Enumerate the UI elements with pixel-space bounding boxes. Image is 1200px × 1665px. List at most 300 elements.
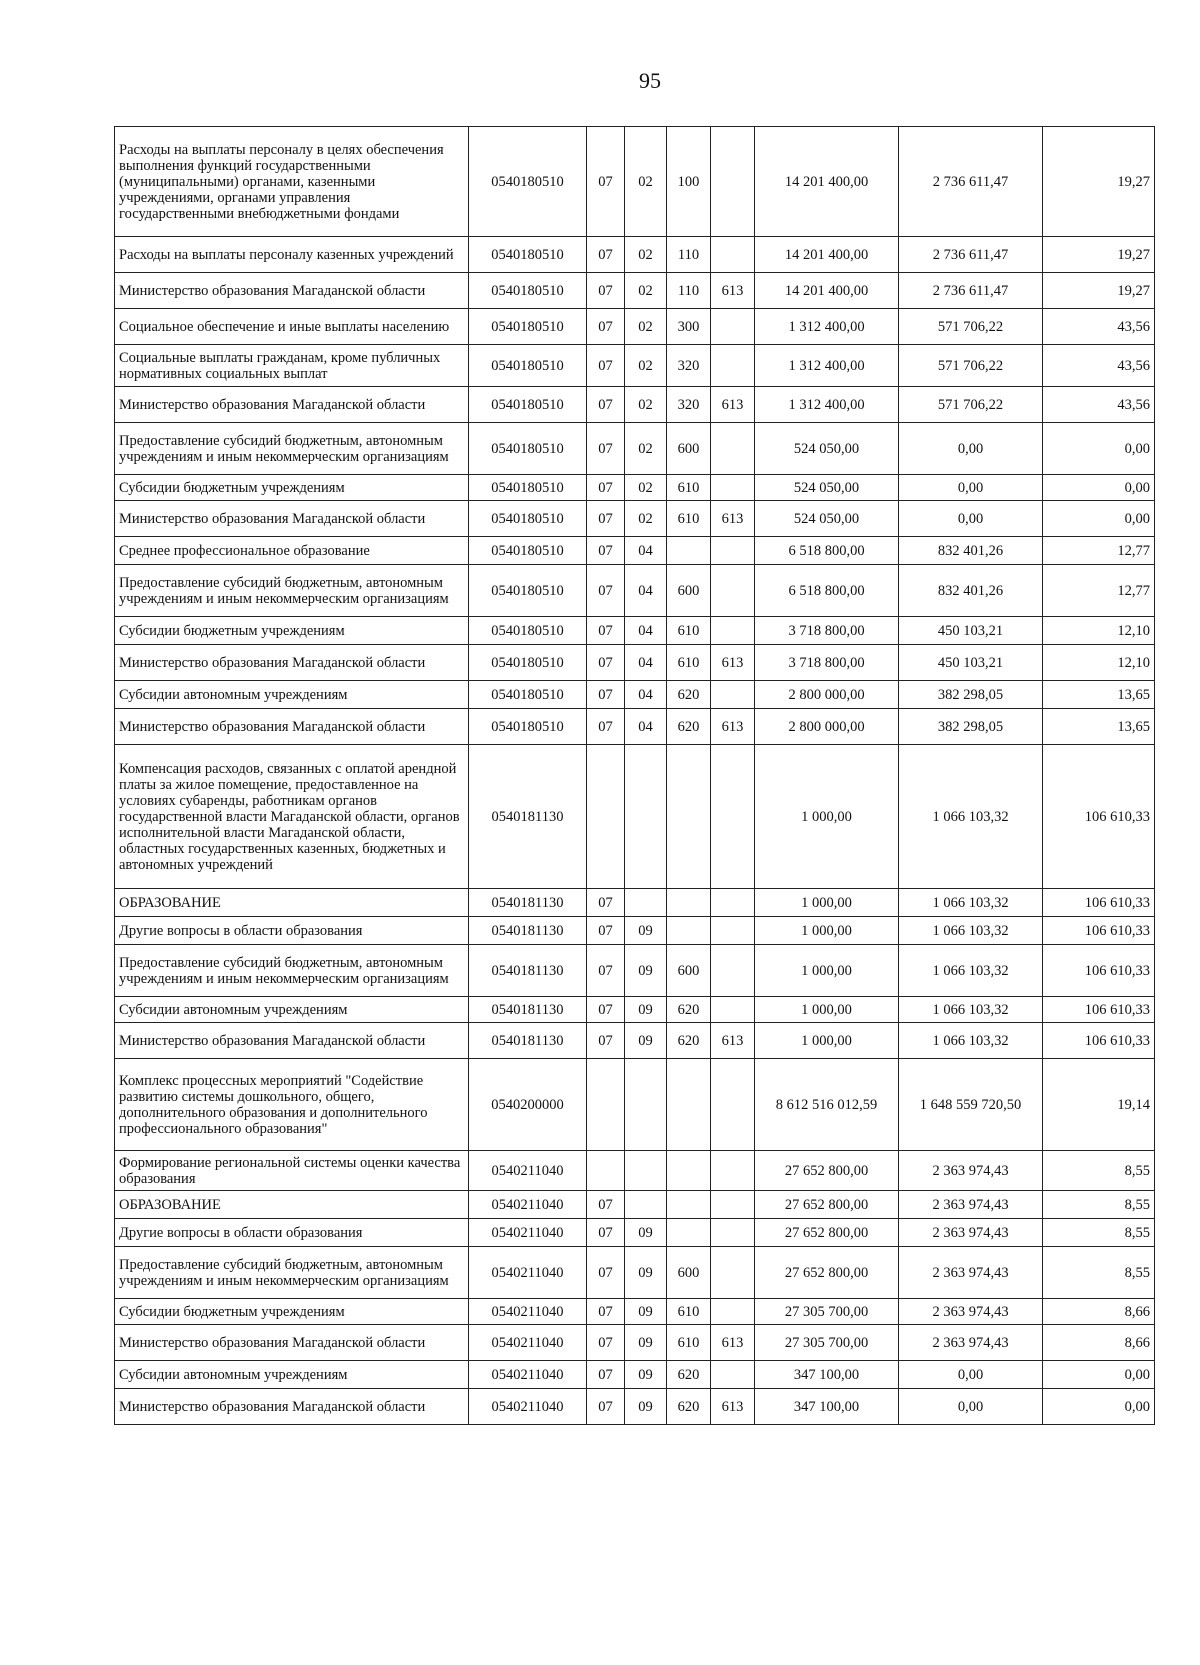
executed-amount: 0,00 [899, 501, 1043, 537]
table-row [115, 387, 1155, 423]
subsection-code: 02 [625, 309, 667, 345]
section-code: 07 [587, 475, 625, 501]
planned-amount: 27 652 800,00 [755, 1247, 899, 1299]
subsection-code: 09 [625, 917, 667, 945]
subsection-code: 02 [625, 501, 667, 537]
execution-percent: 12,77 [1043, 565, 1155, 617]
expense-type-code: 620 [667, 1023, 711, 1059]
table-row [115, 709, 1155, 745]
planned-amount: 1 000,00 [755, 1023, 899, 1059]
execution-percent: 19,27 [1043, 127, 1155, 237]
grbs-code: 613 [711, 501, 755, 537]
expense-type-code [667, 1219, 711, 1247]
grbs-code [711, 1059, 755, 1151]
planned-amount: 347 100,00 [755, 1389, 899, 1425]
expense-type-code: 100 [667, 127, 711, 237]
executed-amount: 382 298,05 [899, 709, 1043, 745]
subsection-code: 09 [625, 1219, 667, 1247]
executed-amount: 0,00 [899, 1361, 1043, 1389]
grbs-code [711, 997, 755, 1023]
grbs-code [711, 681, 755, 709]
executed-amount: 2 363 974,43 [899, 1219, 1043, 1247]
csr-code: 0540181130 [469, 945, 587, 997]
expense-type-code: 320 [667, 345, 711, 387]
grbs-code: 613 [711, 1389, 755, 1425]
table-row [115, 127, 1155, 237]
table-row [115, 309, 1155, 345]
planned-amount: 27 305 700,00 [755, 1299, 899, 1325]
expense-type-code: 110 [667, 273, 711, 309]
grbs-code: 613 [711, 1325, 755, 1361]
executed-amount: 2 736 611,47 [899, 273, 1043, 309]
executed-amount: 2 363 974,43 [899, 1325, 1043, 1361]
grbs-code [711, 1361, 755, 1389]
subsection-code [625, 1151, 667, 1191]
grbs-code [711, 917, 755, 945]
row-name: Субсидии автономным учреждениям [115, 681, 469, 709]
grbs-code: 613 [711, 645, 755, 681]
table-row [115, 1325, 1155, 1361]
expense-type-code: 620 [667, 997, 711, 1023]
budget-table [114, 126, 1155, 1425]
grbs-code [711, 617, 755, 645]
planned-amount: 8 612 516 012,59 [755, 1059, 899, 1151]
execution-percent: 43,56 [1043, 345, 1155, 387]
execution-percent: 8,55 [1043, 1247, 1155, 1299]
table-row [115, 1219, 1155, 1247]
csr-code: 0540211040 [469, 1219, 587, 1247]
execution-percent: 8,55 [1043, 1219, 1155, 1247]
subsection-code: 04 [625, 681, 667, 709]
grbs-code: 613 [711, 1023, 755, 1059]
csr-code: 0540181130 [469, 1023, 587, 1059]
csr-code: 0540211040 [469, 1361, 587, 1389]
section-code: 07 [587, 1299, 625, 1325]
executed-amount: 0,00 [899, 1389, 1043, 1425]
planned-amount: 1 312 400,00 [755, 387, 899, 423]
subsection-code: 09 [625, 1299, 667, 1325]
executed-amount: 1 648 559 720,50 [899, 1059, 1043, 1151]
grbs-code [711, 345, 755, 387]
execution-percent: 19,27 [1043, 273, 1155, 309]
csr-code: 0540180510 [469, 537, 587, 565]
planned-amount: 27 305 700,00 [755, 1325, 899, 1361]
table-row [115, 423, 1155, 475]
executed-amount: 450 103,21 [899, 645, 1043, 681]
expense-type-code: 620 [667, 709, 711, 745]
executed-amount: 1 066 103,32 [899, 1023, 1043, 1059]
executed-amount: 2 363 974,43 [899, 1299, 1043, 1325]
csr-code: 0540180510 [469, 237, 587, 273]
table-row [115, 237, 1155, 273]
table-row [115, 1389, 1155, 1425]
row-name: Расходы на выплаты персоналу в целях обеспечения выполнения функций государственными (муниципальными) органами, казенными учреждениями, органами управления государственными внебюджетными фондами [115, 127, 469, 237]
table-row [115, 645, 1155, 681]
subsection-code [625, 889, 667, 917]
csr-code: 0540180510 [469, 617, 587, 645]
execution-percent: 13,65 [1043, 709, 1155, 745]
csr-code: 0540211040 [469, 1389, 587, 1425]
execution-percent: 43,56 [1043, 387, 1155, 423]
planned-amount: 1 000,00 [755, 945, 899, 997]
section-code: 07 [587, 889, 625, 917]
table-row [115, 1191, 1155, 1219]
execution-percent: 106 610,33 [1043, 745, 1155, 889]
subsection-code: 09 [625, 1023, 667, 1059]
grbs-code [711, 1299, 755, 1325]
subsection-code: 02 [625, 475, 667, 501]
planned-amount: 1 000,00 [755, 997, 899, 1023]
table-row [115, 345, 1155, 387]
subsection-code [625, 1191, 667, 1219]
executed-amount: 2 363 974,43 [899, 1151, 1043, 1191]
subsection-code: 02 [625, 127, 667, 237]
csr-code: 0540211040 [469, 1247, 587, 1299]
execution-percent: 12,77 [1043, 537, 1155, 565]
section-code [587, 745, 625, 889]
executed-amount: 571 706,22 [899, 387, 1043, 423]
row-name: Социальное обеспечение и иные выплаты населению [115, 309, 469, 345]
subsection-code: 04 [625, 645, 667, 681]
execution-percent: 0,00 [1043, 475, 1155, 501]
row-name: Среднее профессиональное образование [115, 537, 469, 565]
expense-type-code: 600 [667, 1247, 711, 1299]
executed-amount: 450 103,21 [899, 617, 1043, 645]
row-name: Субсидии автономным учреждениям [115, 1361, 469, 1389]
planned-amount: 524 050,00 [755, 501, 899, 537]
row-name: Министерство образования Магаданской области [115, 645, 469, 681]
row-name: ОБРАЗОВАНИЕ [115, 1191, 469, 1219]
row-name: Расходы на выплаты персоналу казенных учреждений [115, 237, 469, 273]
subsection-code: 02 [625, 387, 667, 423]
grbs-code [711, 1191, 755, 1219]
csr-code: 0540180510 [469, 501, 587, 537]
row-name: Министерство образования Магаданской области [115, 1389, 469, 1425]
table-row [115, 501, 1155, 537]
grbs-code [711, 565, 755, 617]
section-code: 07 [587, 1219, 625, 1247]
table-row [115, 889, 1155, 917]
expense-type-code [667, 745, 711, 889]
planned-amount: 1 000,00 [755, 745, 899, 889]
table-row [115, 273, 1155, 309]
subsection-code: 04 [625, 537, 667, 565]
execution-percent: 106 610,33 [1043, 945, 1155, 997]
section-code: 07 [587, 1361, 625, 1389]
execution-percent: 12,10 [1043, 645, 1155, 681]
csr-code: 0540181130 [469, 889, 587, 917]
subsection-code: 04 [625, 565, 667, 617]
execution-percent: 106 610,33 [1043, 997, 1155, 1023]
subsection-code: 09 [625, 1325, 667, 1361]
execution-percent: 0,00 [1043, 1389, 1155, 1425]
executed-amount: 1 066 103,32 [899, 745, 1043, 889]
section-code: 07 [587, 237, 625, 273]
planned-amount: 27 652 800,00 [755, 1191, 899, 1219]
grbs-code [711, 423, 755, 475]
execution-percent: 43,56 [1043, 309, 1155, 345]
grbs-code [711, 1151, 755, 1191]
execution-percent: 13,65 [1043, 681, 1155, 709]
execution-percent: 0,00 [1043, 1361, 1155, 1389]
executed-amount: 0,00 [899, 423, 1043, 475]
expense-type-code: 600 [667, 423, 711, 475]
table-row [115, 537, 1155, 565]
section-code: 07 [587, 1191, 625, 1219]
row-name: Министерство образования Магаданской области [115, 387, 469, 423]
expense-type-code [667, 1191, 711, 1219]
planned-amount: 3 718 800,00 [755, 645, 899, 681]
executed-amount: 832 401,26 [899, 565, 1043, 617]
execution-percent: 0,00 [1043, 423, 1155, 475]
executed-amount: 571 706,22 [899, 345, 1043, 387]
row-name: Министерство образования Магаданской области [115, 1023, 469, 1059]
execution-percent: 106 610,33 [1043, 889, 1155, 917]
row-name: Предоставление субсидий бюджетным, автономным учреждениям и иным некоммерческим организациям [115, 1247, 469, 1299]
subsection-code [625, 1059, 667, 1151]
row-name: Другие вопросы в области образования [115, 917, 469, 945]
table-row [115, 681, 1155, 709]
section-code: 07 [587, 997, 625, 1023]
grbs-code [711, 537, 755, 565]
section-code: 07 [587, 917, 625, 945]
csr-code: 0540180510 [469, 475, 587, 501]
csr-code: 0540181130 [469, 917, 587, 945]
row-name: Компенсация расходов, связанных с оплатой арендной платы за жилое помещение, предоставленное на условиях субаренды, работникам органов государственной власти Магаданской области, органов исполнительной власти Магаданской области, областных государственных казенных, бюджетных и автономных учреждений [115, 745, 469, 889]
table-row [115, 1151, 1155, 1191]
subsection-code [625, 745, 667, 889]
section-code: 07 [587, 273, 625, 309]
section-code: 07 [587, 1247, 625, 1299]
row-name: Социальные выплаты гражданам, кроме публичных нормативных социальных выплат [115, 345, 469, 387]
section-code: 07 [587, 681, 625, 709]
expense-type-code: 600 [667, 945, 711, 997]
section-code: 07 [587, 709, 625, 745]
row-name: Субсидии бюджетным учреждениям [115, 1299, 469, 1325]
grbs-code: 613 [711, 387, 755, 423]
table-row [115, 475, 1155, 501]
grbs-code [711, 945, 755, 997]
execution-percent: 19,14 [1043, 1059, 1155, 1151]
grbs-code [711, 475, 755, 501]
planned-amount: 6 518 800,00 [755, 537, 899, 565]
row-name: Комплекс процессных мероприятий "Содействие развитию системы дошкольного, общего, дополнительного образования и дополнительного профессионального образования" [115, 1059, 469, 1151]
execution-percent: 8,66 [1043, 1325, 1155, 1361]
section-code: 07 [587, 501, 625, 537]
table-row [115, 1299, 1155, 1325]
expense-type-code [667, 889, 711, 917]
expense-type-code: 620 [667, 681, 711, 709]
planned-amount: 3 718 800,00 [755, 617, 899, 645]
grbs-code [711, 1247, 755, 1299]
executed-amount: 382 298,05 [899, 681, 1043, 709]
execution-percent: 8,66 [1043, 1299, 1155, 1325]
csr-code: 0540180510 [469, 387, 587, 423]
table-row [115, 917, 1155, 945]
csr-code: 0540200000 [469, 1059, 587, 1151]
subsection-code: 04 [625, 709, 667, 745]
planned-amount: 6 518 800,00 [755, 565, 899, 617]
expense-type-code [667, 1059, 711, 1151]
planned-amount: 347 100,00 [755, 1361, 899, 1389]
csr-code: 0540211040 [469, 1151, 587, 1191]
execution-percent: 8,55 [1043, 1151, 1155, 1191]
subsection-code: 02 [625, 237, 667, 273]
grbs-code [711, 745, 755, 889]
csr-code: 0540180510 [469, 645, 587, 681]
planned-amount: 524 050,00 [755, 475, 899, 501]
expense-type-code: 610 [667, 1299, 711, 1325]
planned-amount: 1 000,00 [755, 889, 899, 917]
execution-percent: 8,55 [1043, 1191, 1155, 1219]
section-code: 07 [587, 1023, 625, 1059]
planned-amount: 2 800 000,00 [755, 709, 899, 745]
subsection-code: 09 [625, 997, 667, 1023]
executed-amount: 832 401,26 [899, 537, 1043, 565]
csr-code: 0540180510 [469, 423, 587, 475]
grbs-code [711, 889, 755, 917]
planned-amount: 1 312 400,00 [755, 345, 899, 387]
csr-code: 0540211040 [469, 1191, 587, 1219]
subsection-code: 02 [625, 423, 667, 475]
expense-type-code [667, 917, 711, 945]
execution-percent: 106 610,33 [1043, 1023, 1155, 1059]
csr-code: 0540180510 [469, 565, 587, 617]
row-name: Предоставление субсидий бюджетным, автономным учреждениям и иным некоммерческим организациям [115, 423, 469, 475]
section-code: 07 [587, 645, 625, 681]
csr-code: 0540181130 [469, 997, 587, 1023]
csr-code: 0540180510 [469, 309, 587, 345]
planned-amount: 14 201 400,00 [755, 273, 899, 309]
row-name: Министерство образования Магаданской области [115, 709, 469, 745]
table-row [115, 997, 1155, 1023]
budget-table-body [115, 127, 1155, 1425]
expense-type-code: 300 [667, 309, 711, 345]
executed-amount: 1 066 103,32 [899, 997, 1043, 1023]
grbs-code: 613 [711, 709, 755, 745]
row-name: Формирование региональной системы оценки качества образования [115, 1151, 469, 1191]
subsection-code: 09 [625, 1389, 667, 1425]
execution-percent: 12,10 [1043, 617, 1155, 645]
subsection-code: 09 [625, 1247, 667, 1299]
section-code: 07 [587, 617, 625, 645]
row-name: Предоставление субсидий бюджетным, автономным учреждениям и иным некоммерческим организациям [115, 945, 469, 997]
executed-amount: 1 066 103,32 [899, 945, 1043, 997]
executed-amount: 2 363 974,43 [899, 1247, 1043, 1299]
expense-type-code: 610 [667, 645, 711, 681]
section-code: 07 [587, 1389, 625, 1425]
section-code: 07 [587, 345, 625, 387]
planned-amount: 27 652 800,00 [755, 1151, 899, 1191]
grbs-code [711, 237, 755, 273]
subsection-code: 09 [625, 1361, 667, 1389]
grbs-code [711, 1219, 755, 1247]
grbs-code [711, 309, 755, 345]
page-number: 95 [639, 68, 661, 93]
row-name: Субсидии бюджетным учреждениям [115, 617, 469, 645]
csr-code: 0540180510 [469, 709, 587, 745]
csr-code: 0540211040 [469, 1325, 587, 1361]
table-row [115, 1023, 1155, 1059]
table-row [115, 1247, 1155, 1299]
expense-type-code: 610 [667, 617, 711, 645]
section-code: 07 [587, 1325, 625, 1361]
csr-code: 0540181130 [469, 745, 587, 889]
section-code: 07 [587, 537, 625, 565]
planned-amount: 524 050,00 [755, 423, 899, 475]
subsection-code: 04 [625, 617, 667, 645]
csr-code: 0540180510 [469, 345, 587, 387]
planned-amount: 1 312 400,00 [755, 309, 899, 345]
section-code: 07 [587, 387, 625, 423]
planned-amount: 27 652 800,00 [755, 1219, 899, 1247]
expense-type-code: 620 [667, 1361, 711, 1389]
csr-code: 0540180510 [469, 273, 587, 309]
section-code: 07 [587, 127, 625, 237]
planned-amount: 2 800 000,00 [755, 681, 899, 709]
subsection-code: 02 [625, 345, 667, 387]
planned-amount: 14 201 400,00 [755, 237, 899, 273]
section-code: 07 [587, 945, 625, 997]
planned-amount: 1 000,00 [755, 917, 899, 945]
expense-type-code: 610 [667, 475, 711, 501]
grbs-code: 613 [711, 273, 755, 309]
executed-amount: 0,00 [899, 475, 1043, 501]
executed-amount: 2 736 611,47 [899, 237, 1043, 273]
expense-type-code: 110 [667, 237, 711, 273]
executed-amount: 2 736 611,47 [899, 127, 1043, 237]
expense-type-code [667, 1151, 711, 1191]
row-name: Другие вопросы в области образования [115, 1219, 469, 1247]
row-name: Министерство образования Магаданской области [115, 273, 469, 309]
expense-type-code: 320 [667, 387, 711, 423]
expense-type-code [667, 537, 711, 565]
grbs-code [711, 127, 755, 237]
row-name: Предоставление субсидий бюджетным, автономным учреждениям и иным некоммерческим организациям [115, 565, 469, 617]
table-row [115, 1361, 1155, 1389]
expense-type-code: 620 [667, 1389, 711, 1425]
executed-amount: 2 363 974,43 [899, 1191, 1043, 1219]
row-name: Министерство образования Магаданской области [115, 501, 469, 537]
executed-amount: 1 066 103,32 [899, 889, 1043, 917]
table-row [115, 617, 1155, 645]
subsection-code: 02 [625, 273, 667, 309]
row-name: ОБРАЗОВАНИЕ [115, 889, 469, 917]
execution-percent: 19,27 [1043, 237, 1155, 273]
expense-type-code: 600 [667, 565, 711, 617]
section-code [587, 1151, 625, 1191]
row-name: Субсидии автономным учреждениям [115, 997, 469, 1023]
section-code: 07 [587, 565, 625, 617]
table-row [115, 565, 1155, 617]
section-code: 07 [587, 309, 625, 345]
executed-amount: 1 066 103,32 [899, 917, 1043, 945]
section-code: 07 [587, 423, 625, 475]
csr-code: 0540211040 [469, 1299, 587, 1325]
table-row [115, 1059, 1155, 1151]
csr-code: 0540180510 [469, 681, 587, 709]
section-code [587, 1059, 625, 1151]
row-name: Министерство образования Магаданской области [115, 1325, 469, 1361]
csr-code: 0540180510 [469, 127, 587, 237]
row-name: Субсидии бюджетным учреждениям [115, 475, 469, 501]
subsection-code: 09 [625, 945, 667, 997]
planned-amount: 14 201 400,00 [755, 127, 899, 237]
execution-percent: 106 610,33 [1043, 917, 1155, 945]
execution-percent: 0,00 [1043, 501, 1155, 537]
table-row [115, 745, 1155, 889]
table-row [115, 945, 1155, 997]
